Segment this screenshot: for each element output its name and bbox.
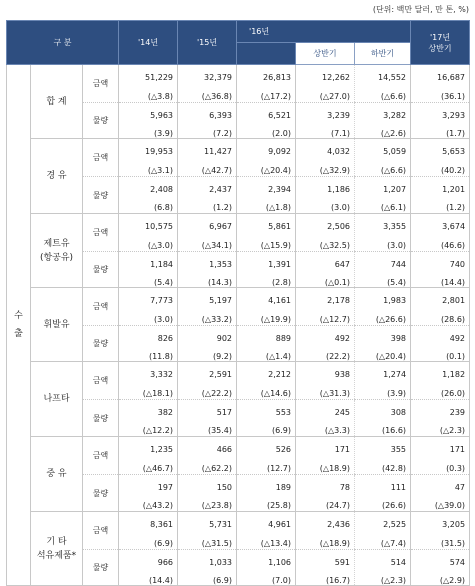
value-amount: 9,092 [268,147,292,156]
value-cell [237,512,296,550]
value-amount: 26,813 [263,73,292,82]
value-cell [355,437,411,475]
value-change: (△2.3) [380,576,407,585]
value-change: (6.9) [272,426,292,435]
value-amount: 492 [449,334,466,343]
value-amount: 826 [157,334,174,343]
value-amount: 5,653 [442,147,466,156]
value-cell [178,252,237,288]
value-amount: 517 [216,408,233,417]
value-amount: 5,861 [268,222,292,231]
value-cell [237,288,296,326]
value-change: (5.4) [154,278,174,287]
value-cell [411,177,470,214]
value-amount: 2,408 [150,185,174,194]
value-amount: 2,178 [327,296,351,305]
value-cell [119,326,178,362]
table-row [7,288,470,326]
value-cell [355,512,411,550]
value-amount: 3,332 [150,370,174,379]
value-cell [237,177,296,214]
value-amount: 16,687 [437,73,466,82]
value-change: (9.2) [213,352,233,361]
value-change: (46.6) [440,241,466,250]
metric-label: 금액 [83,65,119,103]
value-cell [296,288,355,326]
value-change: (△31.5) [201,539,233,548]
value-cell [178,437,237,475]
table-row [7,139,470,177]
table-body [7,65,470,586]
header-2014: '14년 [119,21,178,65]
value-change: (2.0) [272,129,292,138]
value-amount: 4,032 [327,147,351,156]
value-cell [296,139,355,177]
value-cell [355,326,411,362]
value-amount: 14,552 [378,73,407,82]
value-change: (6.9) [154,539,174,548]
metric-label: 금액 [83,362,119,400]
value-amount: 5,197 [209,296,233,305]
metric-label: 물량 [83,400,119,437]
value-amount: 889 [275,334,292,343]
header-2016: '16년 [237,21,411,43]
category-label: 기 타 석유제품* [31,512,83,586]
category-label: 경 유 [31,139,83,214]
value-cell [237,362,296,400]
value-change: (△46.7) [142,464,174,473]
value-amount: 514 [390,558,407,567]
value-change: (6.9) [213,576,233,585]
value-cell [119,475,178,512]
value-amount: 171 [449,445,466,454]
value-amount: 1,184 [150,260,174,269]
value-change: (6.8) [154,203,174,212]
table-row [7,437,470,475]
value-cell [411,65,470,103]
value-cell [237,103,296,139]
value-cell [237,326,296,362]
metric-label: 물량 [83,103,119,139]
value-amount: 902 [216,334,233,343]
value-change: (△20.4) [260,166,292,175]
value-amount: 1,983 [383,296,407,305]
value-change: (3.9) [154,129,174,138]
category-label: 중 유 [31,437,83,512]
value-amount: 382 [157,408,174,417]
value-cell [296,512,355,550]
header-2017-half: 상반기 [428,43,452,53]
value-cell [237,437,296,475]
value-change: (0.1) [446,352,466,361]
value-change: (31.5) [440,539,466,548]
value-change: (16.6) [381,426,407,435]
value-amount: 553 [275,408,292,417]
value-cell [178,214,237,252]
value-amount: 3,355 [383,222,407,231]
value-cell [296,550,355,586]
value-change: (26.6) [381,501,407,510]
value-cell [355,362,411,400]
metric-label: 금액 [83,139,119,177]
header-2017 [411,21,470,65]
value-amount: 11,427 [204,147,233,156]
value-change: (△1.8) [265,203,292,212]
value-amount: 938 [334,370,351,379]
value-change: (11.8) [148,352,174,361]
value-amount: 19,953 [145,147,174,156]
value-cell [119,214,178,252]
value-change: (△18.9) [319,539,351,548]
value-cell [178,550,237,586]
value-amount: 2,436 [327,520,351,529]
value-cell [178,475,237,512]
value-cell [296,103,355,139]
value-amount: 1,207 [383,185,407,194]
value-change: (0.3) [446,464,466,473]
value-cell [237,139,296,177]
value-cell [411,252,470,288]
value-amount: 574 [449,558,466,567]
value-amount: 1,235 [150,445,174,454]
value-amount: 1,033 [209,558,233,567]
value-change: (5.4) [387,278,407,287]
value-cell [296,437,355,475]
value-cell [119,512,178,550]
value-change: (△36.8) [201,92,233,101]
value-change: (△13.4) [260,539,292,548]
value-cell [119,362,178,400]
value-change: (△12.2) [142,426,174,435]
value-cell [119,65,178,103]
value-change: (△6.6) [380,166,407,175]
value-amount: 1,201 [442,185,466,194]
value-change: (1.2) [446,203,466,212]
value-cell [119,139,178,177]
category-label: 휘발유 [31,288,83,362]
metric-label: 금액 [83,214,119,252]
value-amount: 3,282 [383,111,407,120]
value-change: (△31.3) [319,389,351,398]
value-cell [355,550,411,586]
value-amount: 111 [390,483,407,492]
value-amount: 6,967 [209,222,233,231]
header-2015: '15년 [178,21,237,65]
value-cell [296,362,355,400]
value-change: (42.8) [381,464,407,473]
value-cell [411,437,470,475]
value-cell [296,400,355,437]
value-cell [355,475,411,512]
metric-label: 금액 [83,437,119,475]
value-change: (△34.1) [201,241,233,250]
value-change: (16.7) [325,576,351,585]
value-cell [296,214,355,252]
value-cell [119,252,178,288]
table-row [7,362,470,400]
value-amount: 398 [390,334,407,343]
header-gubun: 구 분 [7,21,119,65]
value-amount: 4,161 [268,296,292,305]
value-change: (40.2) [440,166,466,175]
value-amount: 3,239 [327,111,351,120]
value-change: (△2.6) [380,129,407,138]
unit-note: (단위: 백만 달러, 만 톤, %) [372,5,469,14]
value-cell [355,139,411,177]
value-cell [296,252,355,288]
value-cell [119,288,178,326]
value-cell [237,252,296,288]
value-change: (1.7) [446,129,466,138]
value-change: (7.0) [272,576,292,585]
value-change: (△7.4) [380,539,407,548]
value-change: (△6.1) [380,203,407,212]
value-amount: 1,186 [327,185,351,194]
value-amount: 1,274 [383,370,407,379]
value-cell [178,326,237,362]
value-cell [411,326,470,362]
value-change: (7.1) [331,129,351,138]
value-cell [355,103,411,139]
value-cell [355,400,411,437]
value-cell [178,512,237,550]
value-cell [178,65,237,103]
export-table [6,20,470,586]
metric-label: 물량 [83,475,119,512]
header-first-half: 상반기 [296,43,355,65]
value-change: (26.0) [440,389,466,398]
value-amount: 245 [334,408,351,417]
value-change: (△18.9) [319,464,351,473]
metric-label: 물량 [83,326,119,362]
value-amount: 51,229 [145,73,174,82]
value-change: (14.4) [440,278,466,287]
value-cell [411,214,470,252]
value-cell [355,214,411,252]
value-amount: 647 [334,260,351,269]
value-amount: 8,361 [150,520,174,529]
value-amount: 466 [216,445,233,454]
value-change: (2.8) [272,278,292,287]
value-cell [119,550,178,586]
value-amount: 239 [449,408,466,417]
value-amount: 492 [334,334,351,343]
value-amount: 744 [390,260,407,269]
value-cell [411,288,470,326]
value-change: (△22.2) [201,389,233,398]
value-amount: 3,674 [442,222,466,231]
value-amount: 740 [449,260,466,269]
value-amount: 6,521 [268,111,292,120]
value-change: (△12.7) [319,315,351,324]
value-cell [296,65,355,103]
value-change: (3.0) [387,241,407,250]
value-change: (△33.2) [201,315,233,324]
value-amount: 3,293 [442,111,466,120]
value-cell [411,362,470,400]
value-change: (△62.2) [201,464,233,473]
value-cell [355,288,411,326]
value-cell [178,288,237,326]
value-amount: 355 [390,445,407,454]
value-change: (28.6) [440,315,466,324]
table-row [7,512,470,550]
value-amount: 308 [390,408,407,417]
value-change: (12.7) [266,464,292,473]
value-cell [411,400,470,437]
value-change: (△1.4) [265,352,292,361]
value-change: (△23.8) [201,501,233,510]
value-change: (△27.0) [319,92,351,101]
value-cell [355,252,411,288]
value-change: (1.2) [213,203,233,212]
value-change: (△6.6) [380,92,407,101]
value-change: (△3.1) [147,166,174,175]
value-cell [355,65,411,103]
value-amount: 2,591 [209,370,233,379]
value-change: (△0.1) [324,278,351,287]
value-change: (△17.2) [260,92,292,101]
value-amount: 4,961 [268,520,292,529]
value-amount: 10,575 [145,222,174,231]
value-cell [411,512,470,550]
value-amount: 32,379 [204,73,233,82]
value-cell [119,103,178,139]
value-cell [411,475,470,512]
metric-label: 금액 [83,288,119,326]
value-change: (△43.2) [142,501,174,510]
value-cell [237,400,296,437]
value-amount: 1,182 [442,370,466,379]
value-cell [178,177,237,214]
value-amount: 78 [339,483,351,492]
value-amount: 197 [157,483,174,492]
value-amount: 3,205 [442,520,466,529]
value-change: (△42.7) [201,166,233,175]
category-label: 합 계 [31,65,83,139]
value-amount: 2,506 [327,222,351,231]
value-change: (△3.8) [147,92,174,101]
value-amount: 5,731 [209,520,233,529]
header-2016-blank [237,43,296,65]
value-change: (△18.1) [142,389,174,398]
value-amount: 5,059 [383,147,407,156]
value-amount: 12,262 [322,73,351,82]
value-change: (36.1) [440,92,466,101]
metric-label: 금액 [83,512,119,550]
value-change: (△19.9) [260,315,292,324]
value-amount: 526 [275,445,292,454]
value-change: (△14.6) [260,389,292,398]
value-change: (△20.4) [375,352,407,361]
value-amount: 1,391 [268,260,292,269]
value-amount: 5,963 [150,111,174,120]
value-cell [411,550,470,586]
value-amount: 189 [275,483,292,492]
value-amount: 7,773 [150,296,174,305]
value-change: (△15.9) [260,241,292,250]
value-amount: 2,437 [209,185,233,194]
value-amount: 2,212 [268,370,292,379]
value-change: (△39.0) [434,501,466,510]
metric-label: 물량 [83,550,119,586]
value-amount: 1,353 [209,260,233,269]
value-cell [296,177,355,214]
value-amount: 6,393 [209,111,233,120]
category-label: 나프타 [31,362,83,437]
value-change: (35.4) [207,426,233,435]
value-change: (7.2) [213,129,233,138]
value-cell [178,139,237,177]
value-change: (△26.6) [375,315,407,324]
value-change: (△32.9) [319,166,351,175]
value-cell [355,177,411,214]
value-cell [119,177,178,214]
value-change: (△2.3) [439,426,466,435]
metric-label: 물량 [83,252,119,288]
header-second-half: 하반기 [355,43,411,65]
metric-label: 물량 [83,177,119,214]
value-cell [411,139,470,177]
value-change: (25.8) [266,501,292,510]
value-change: (14.4) [148,576,174,585]
value-change: (3.0) [154,315,174,324]
value-cell [178,400,237,437]
value-cell [237,214,296,252]
value-change: (△2.9) [439,576,466,585]
value-change: (24.7) [325,501,351,510]
table-row [7,65,470,103]
value-cell [296,475,355,512]
value-change: (△3.3) [324,426,351,435]
header-2017-year: '17년 [429,32,451,42]
value-change: (△32.5) [319,241,351,250]
side-label-export: 수 출 [7,65,31,586]
value-amount: 47 [454,483,466,492]
value-cell [178,103,237,139]
table-row [7,214,470,252]
value-amount: 2,394 [268,185,292,194]
value-cell [119,400,178,437]
value-change: (22.2) [325,352,351,361]
value-cell [237,550,296,586]
value-amount: 171 [334,445,351,454]
value-cell [178,362,237,400]
value-amount: 2,801 [442,296,466,305]
value-cell [119,437,178,475]
value-amount: 2,525 [383,520,407,529]
value-cell [411,103,470,139]
value-change: (14.3) [207,278,233,287]
value-change: (△3.0) [147,241,174,250]
value-cell [237,475,296,512]
value-amount: 1,106 [268,558,292,567]
value-amount: 591 [334,558,351,567]
value-cell [296,326,355,362]
value-amount: 966 [157,558,174,567]
value-change: (3.0) [331,203,351,212]
value-cell [237,65,296,103]
value-amount: 150 [216,483,233,492]
category-label: 제트유 (항공유) [31,214,83,288]
value-change: (3.9) [387,389,407,398]
